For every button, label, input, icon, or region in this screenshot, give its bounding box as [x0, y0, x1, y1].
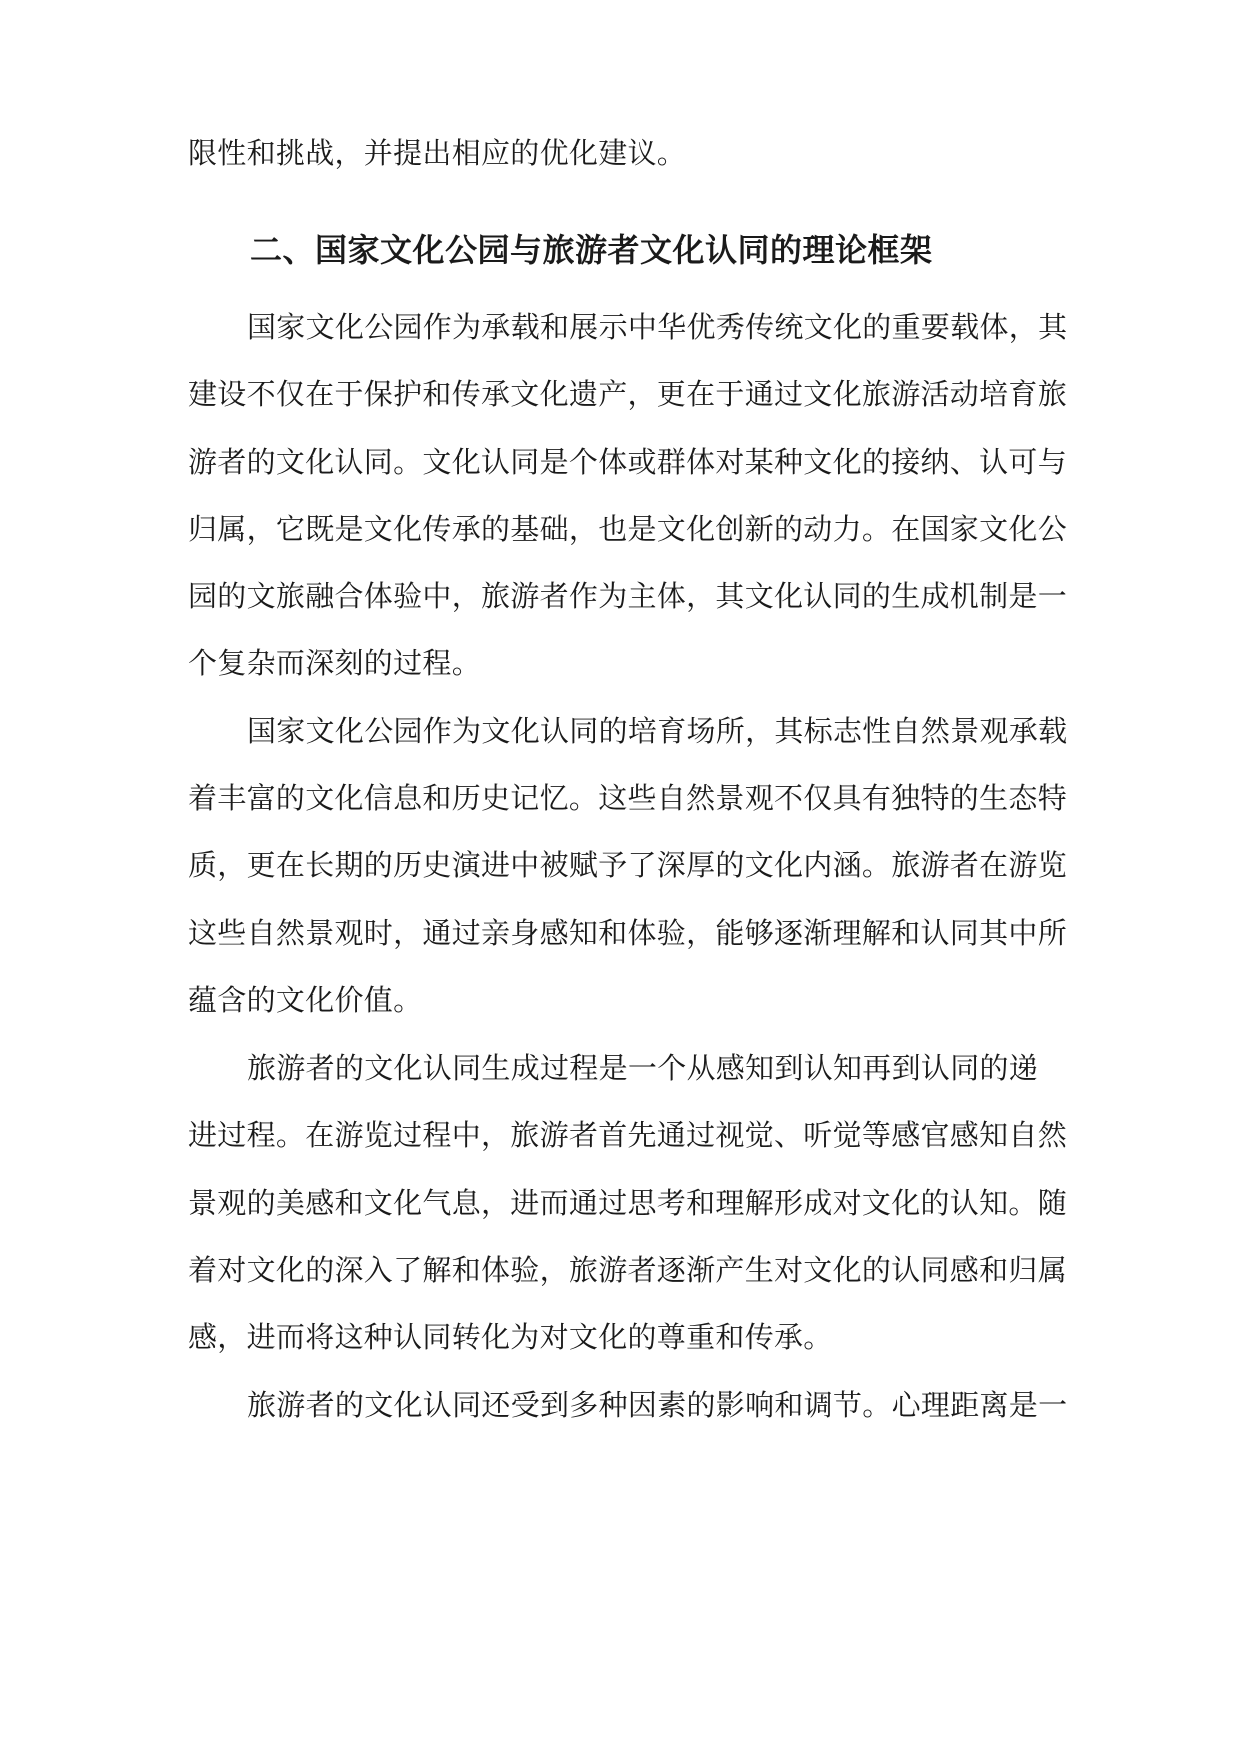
paragraph-line: 旅游者的文化认同生成过程是一个从感知到认知再到认同的递: [247, 1051, 1039, 1085]
paragraph-line: 感，进而将这种认同转化为对文化的尊重和传承。: [188, 1320, 833, 1354]
paragraph-line: 限性和挑战，并提出相应的优化建议。: [188, 136, 687, 170]
paragraph-line: 这些自然景观时，通过亲身感知和体验，能够逐渐理解和认同其中所: [188, 916, 1068, 950]
paragraph-line: 景观的美感和文化气息，进而通过思考和理解形成对文化的认知。随: [188, 1186, 1068, 1220]
paragraph-line: 国家文化公园作为文化认同的培育场所，其标志性自然景观承载: [247, 714, 1068, 748]
paragraph-line: 建设不仅在于保护和传承文化遗产，更在于通过文化旅游活动培育旅: [188, 377, 1068, 411]
paragraph-line: 着丰富的文化信息和历史记忆。这些自然景观不仅具有独特的生态特: [188, 781, 1068, 815]
paragraph-line: 蕴含的文化价值。: [188, 983, 423, 1017]
paragraph-line: 旅游者的文化认同还受到多种因素的影响和调节。心理距离是一: [247, 1388, 1068, 1422]
paragraph-line: 质，更在长期的历史演进中被赋予了深厚的文化内涵。旅游者在游览: [188, 848, 1068, 882]
paragraph-line: 国家文化公园作为承载和展示中华优秀传统文化的重要载体，其: [247, 310, 1068, 344]
section-heading: 二、国家文化公园与旅游者文化认同的理论框架: [250, 231, 933, 269]
paragraph-line: 进过程。在游览过程中，旅游者首先通过视觉、听觉等感官感知自然: [188, 1118, 1068, 1152]
paragraph-line: 游者的文化认同。文化认同是个体或群体对某种文化的接纳、认可与: [188, 445, 1068, 479]
paragraph-line: 个复杂而深刻的过程。: [188, 646, 482, 680]
paragraph-line: 归属，它既是文化传承的基础，也是文化创新的动力。在国家文化公: [188, 512, 1068, 546]
paragraph-line: 着对文化的深入了解和体验，旅游者逐渐产生对文化的认同感和归属: [188, 1253, 1068, 1287]
paragraph-line: 园的文旅融合体验中，旅游者作为主体，其文化认同的生成机制是一: [188, 579, 1068, 613]
